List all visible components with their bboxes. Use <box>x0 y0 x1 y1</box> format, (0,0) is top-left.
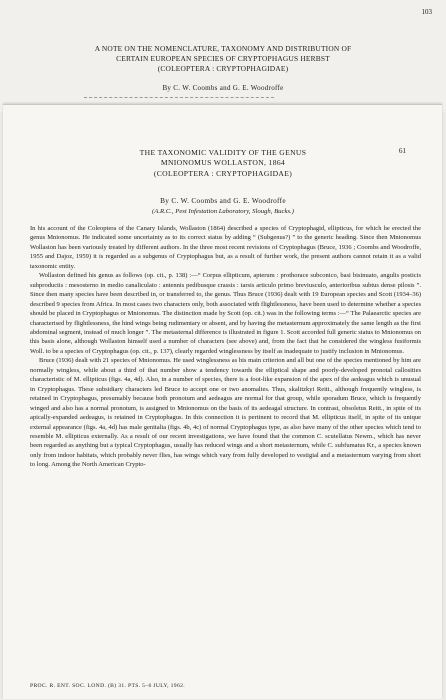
authors-byline: By C. W. Coombs and G. E. Woodroffe <box>160 196 286 205</box>
underlying-title-line: (COLEOPTERA : CRYPTOPHAGIDAE) <box>157 64 289 73</box>
paragraph: Bruce (1936) dealt with 21 species of Mnionomus. He used winglessness as his main criterion and all but one of the species mentioned by him are normally wingless, while about a third of that number show a tendency towards the elliptical shape and poorly-developed pronotal callosities characteristic of M. ellipticus (figs. 4a, 4d). Also, in a number of species, there is a foot-like expansion of the apex of the aedeagus which is unusual in Cryptophagus. These subsidiary characters led Bruce to accept one or two anomalies. Thus, skalitzkyi Reitt., although frequently wingless, is retained in Cryptophagus, presumably because both pronotum and aedeagus are normal for that group, while sporadum Bruce, which is frequently winged and also has a normal pronotum, is assigned to Mnionomus on the basis of its aedeagal structure. In contrast, obsoletus Reitt., in spite of its apically-expanded aedeagus, is retained in Cryptophagus. In this connection it is pertinent to record that M. ellipticus itself, in spite of its unique external appearance (figs. 4a, 4d) has male genitalia (figs. 4b, 4c) of normal Cryptophagus type, as also have many of the other species which tend to resemble M. ellipticus externally. As a result of our recent investigations, we have found that the common C. scutellatus Newm., which has never been regarded as anything but a typical Cryptophagus, usually has reduced wings and a short metasternum, while C. subfumatus Kr., a species known only from indoor habitats, which probably never flies, has wings which vary from fully developed to vestigial and a metasternum varying from short to long. Among the North American Crypto- <box>30 357 421 469</box>
journal-footer: PROC. R. ENT. SOC. LOND. (B) 31. PTS. 5–6 JULY, 1962. <box>30 683 185 689</box>
title-line: MNIONOMUS WOLLASTON, 1864 <box>160 158 286 168</box>
underlying-title-line: A NOTE ON THE NOMENCLATURE, TAXONOMY AND DISTRIBUTION OF <box>94 44 352 53</box>
underlying-article-title <box>0 44 446 74</box>
article-body <box>30 224 421 470</box>
article-title <box>0 148 446 179</box>
underlying-authors: By C. W. Coombs and G. E. Woodroffe <box>162 84 284 92</box>
title-line: (COLEOPTERA : CRYPTOPHAGIDAE) <box>153 168 293 178</box>
underlying-page-number: 103 <box>421 8 432 16</box>
paragraph: In his account of the Coleoptera of the Canary Islands, Wollaston (1864) described a species of Cryptophagid, ellipticus, for which he erected the genus Mnionomus. He indicated some uncertainty as to its correct status by adding “ (Subgenus?) ” to the generic heading. Since then Mnionomus Wollaston has been variously treated by different authors. In the three most recent revisions of Cryptophagus (Bruce, 1936 ; Coombs and Woodroffe, 1955 and Dajoz, 1959) it is regarded as a subgenus of Cryptophagus but, as a result of further work, the present authors cannot retain it as a valid taxonomic entity. <box>30 225 421 270</box>
affiliation: (A.R.C., Pest Infestation Laboratory, Slough, Bucks.) <box>152 208 294 215</box>
title-line: THE TAXONOMIC VALIDITY OF THE GENUS <box>139 148 307 157</box>
bleed-through-line <box>84 97 274 98</box>
underlying-page <box>0 0 446 112</box>
underlying-title-line: CERTAIN EUROPEAN SPECIES OF CRYPTOPHAGUS HERBST <box>116 54 330 63</box>
paragraph: Wollaston defined his genus as follows (op. cit., p. 138) :—“ Corpus ellipticum, apterum : prothorace subconico, basi bisinuato, angulis posticis subproductis : mesosterno in medio canaliculato : antennis pedibusque crassis : tarsis articulo primo breviusculo, anterioribus subtus dense pilosis ”. Since then many species have been described in, or transferred to, the genus. Thus Bruce (1936) dealt with 19 European species and Scott (1934–36) described 9 species from Africa. In most cases two characters only, both associated with flightlessness, have been used to determine whether a species should be placed in Cryptophagus or Mnionomus. The distinction made by Scott (op. cit.) was in the following terms :—“ The Palaearctic species are characterised by flightlessness, the hind wings being rudimentary or absent, and by having the metasternum approximately the same length as the first abdominal segment, instead of much longer ”. The metasternal difference is illustrated in figure 1. Scott accorded full generic status to Mnionomus on this basis alone, although Wollaston himself used a number of characters (see above) and, from the fact that he considered the wingless fusiformis Woll. to be a species of Cryptophagus (op. cit., p. 137), clearly regarded winglessness by itself as inadequate to justify inclusion in Mnionomus. <box>30 272 421 355</box>
page-number: 61 <box>398 147 406 155</box>
